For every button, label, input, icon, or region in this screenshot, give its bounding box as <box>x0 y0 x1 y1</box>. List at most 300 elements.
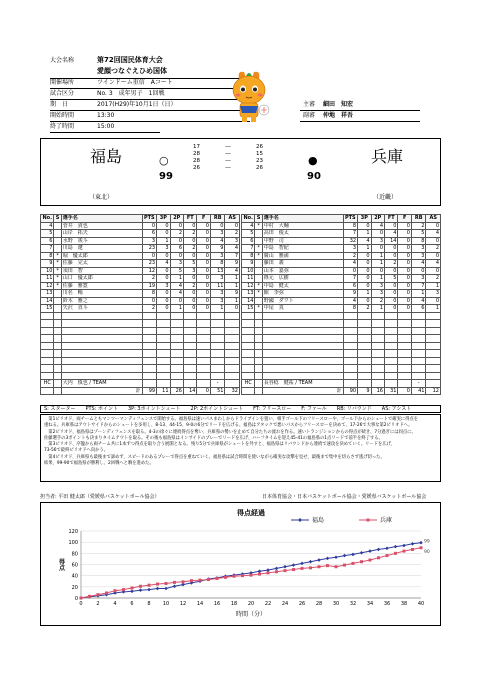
stat-cell: 山口 優太郎 <box>61 275 142 283</box>
stat-cell: 0 <box>343 267 358 275</box>
footer-author: 担当者: 平田 健太郎（愛媛県バスケットボール協会） <box>40 494 160 500</box>
stat-cell: 15 <box>242 305 255 313</box>
stat-cell: 0 <box>398 275 411 283</box>
stat-cell: 5 <box>411 230 426 238</box>
x-tick-label: 6 <box>130 601 134 607</box>
empty-row <box>242 365 441 373</box>
data-point-2 <box>301 567 304 570</box>
stat-cell: 1 <box>225 297 240 305</box>
x-tick-label: 8 <box>147 601 151 607</box>
data-point-2 <box>190 579 193 582</box>
data-point-1 <box>147 588 151 592</box>
referee-value: 細田 知宏 <box>323 101 354 108</box>
period-row-1: 17 ― 26 <box>193 144 263 150</box>
data-point-2 <box>88 595 91 598</box>
stat-cell: 堀 優太郎 <box>61 252 142 260</box>
stat-cell: 8 <box>142 290 157 298</box>
away-team-name: 兵庫 <box>371 147 404 166</box>
data-point-2 <box>377 556 380 559</box>
stat-cell: 2 <box>371 297 384 305</box>
stat-cell: 1 <box>411 290 426 298</box>
stat-cell: 0 <box>385 282 398 290</box>
stats-header-cell: RB <box>210 215 225 223</box>
stat-cell <box>54 237 61 245</box>
empty-row <box>41 320 240 328</box>
game-label: 試合区分 <box>50 90 75 97</box>
stat-cell <box>54 305 61 313</box>
stat-cell: 0 <box>157 275 170 283</box>
stat-cell: 4 <box>426 230 441 238</box>
legend-label-1: 福島 <box>312 517 325 524</box>
stat-cell: 3 <box>157 245 170 253</box>
stat-cell: 0 <box>197 290 210 298</box>
home-stats-table <box>40 214 240 395</box>
stats-legend: S: スターター PTS: ポイント 3P: 3ポイントシュート 2P: 2ポイントシュート FT: フリースロー F: ファール RB: リバウンド AS: アシスト <box>44 406 412 412</box>
y-axis-label: 得点 <box>57 558 65 571</box>
stat-cell: 0 <box>358 267 371 275</box>
stat-cell <box>255 260 262 268</box>
stat-cell: 水野 竣斗 <box>61 237 142 245</box>
empty-row <box>242 312 441 320</box>
stat-cell: 0 <box>398 282 411 290</box>
chart-svg <box>41 503 440 625</box>
stat-cell: 6 <box>170 245 183 253</box>
stat-cell: 0 <box>426 237 441 245</box>
stat-cell: 9 <box>225 290 240 298</box>
stat-cell: 0 <box>184 275 197 283</box>
stat-cell: * <box>255 222 262 230</box>
report-line: 第3ピリオド、序盤から両チーム共に1本ずつ得点を取り合う展開となる。残り5分で兵庫県がシュートを外すと、福島県はリバウンドから連続で速攻を決めていく。リードを広げ、 <box>44 442 396 448</box>
stat-cell: 0 <box>184 237 197 245</box>
stat-cell: * <box>54 252 61 260</box>
stat-cell: 12 <box>242 282 255 290</box>
x-tick-label: 24 <box>281 601 289 607</box>
stat-cell: 0 <box>170 297 183 305</box>
x-tick-label: 20 <box>247 601 255 607</box>
data-point-2 <box>216 577 219 580</box>
player-row <box>242 260 441 268</box>
stat-cell: 1 <box>358 290 371 298</box>
player-row <box>242 275 441 283</box>
stats-header-row <box>41 215 240 223</box>
stat-cell: 1 <box>426 305 441 313</box>
stat-cell: 中島 健太 <box>262 282 343 290</box>
stat-cell: 10 <box>41 267 54 275</box>
report-line: 第4ピリオド、兵庫県も最後まで諦めず、スピードのあるプレーで得点を重ねていく。福島県は試合時間を使いながら確実な攻撃を見せ、最後まで集中を切らさず逃げ切った。 <box>44 454 385 460</box>
stat-cell: 23 <box>142 260 157 268</box>
stats-header-cell: 2P <box>170 215 183 223</box>
stat-cell: 5 <box>184 260 197 268</box>
stat-cell: 0 <box>358 222 371 230</box>
empty-row <box>41 312 240 320</box>
chart-title: 得点経過 <box>237 509 265 517</box>
stat-cell: 0 <box>398 222 411 230</box>
stat-cell: 1 <box>225 282 240 290</box>
stat-cell: 15 <box>41 305 54 313</box>
data-point-2 <box>275 570 278 573</box>
stat-cell: 4 <box>41 222 54 230</box>
stat-cell: 1 <box>371 275 384 283</box>
data-point-2 <box>318 565 321 568</box>
game-report <box>40 414 441 482</box>
data-point-2 <box>182 580 185 583</box>
data-point-1 <box>419 541 423 545</box>
stat-cell: 0 <box>426 297 441 305</box>
stat-cell: 0 <box>385 245 398 253</box>
stat-cell: 0 <box>371 267 384 275</box>
stat-cell: 3 <box>142 237 157 245</box>
coach-row: HC 長谷稔 健祐 / TEAM - <box>242 380 441 388</box>
stat-cell: 0 <box>398 260 411 268</box>
stats-header-cell: 選手名 <box>262 215 343 223</box>
stat-cell: 8 <box>242 252 255 260</box>
x-tick-label: 0 <box>79 601 83 607</box>
data-point-1 <box>411 542 415 546</box>
stat-cell: 鈴木 雅之 <box>61 297 142 305</box>
stat-cell: 0 <box>385 252 398 260</box>
total-row: 計 90 9 16 31 0 41 12 <box>242 387 441 395</box>
data-point-2 <box>420 546 423 549</box>
stat-cell: 菅井 貴也 <box>61 222 142 230</box>
data-point-2 <box>139 585 142 588</box>
game-value: No. 3 成年男子 1回戦 <box>97 90 165 97</box>
data-point-1 <box>139 588 143 592</box>
data-point-2 <box>335 565 338 568</box>
stat-cell: 5 <box>41 230 54 238</box>
y-tick-label: 100 <box>68 540 78 547</box>
stat-cell: 0 <box>385 267 398 275</box>
player-row <box>41 237 240 245</box>
data-point-1 <box>394 545 398 549</box>
empty-row <box>41 327 240 335</box>
data-point-2 <box>292 568 295 571</box>
player-row <box>41 222 240 230</box>
stat-cell: 0 <box>398 305 411 313</box>
stat-cell: 4 <box>343 260 358 268</box>
data-point-2 <box>97 593 100 596</box>
stat-cell: 13 <box>210 267 225 275</box>
stats-header-cell: AS <box>225 215 240 223</box>
x-tick-label: 36 <box>383 601 391 607</box>
stat-cell: 山本 嘉弥 <box>262 267 343 275</box>
stat-cell: 1 <box>225 275 240 283</box>
stat-cell: 0 <box>184 222 197 230</box>
data-point-2 <box>326 564 329 567</box>
stat-cell: 2 <box>343 252 358 260</box>
stat-cell: 0 <box>358 260 371 268</box>
stat-cell: 2 <box>385 260 398 268</box>
data-point-1 <box>368 549 372 553</box>
player-row <box>242 297 441 305</box>
player-row <box>41 245 240 253</box>
period-row-3: 28 ― 23 <box>193 158 263 164</box>
stat-cell: 0 <box>358 282 371 290</box>
stat-cell: 4 <box>157 260 170 268</box>
x-tick-label: 2 <box>96 601 100 607</box>
start-time-label: 開始時間 <box>50 112 75 119</box>
data-point-1 <box>309 560 313 564</box>
stat-cell: 0 <box>210 222 225 230</box>
stat-cell: 4 <box>358 237 371 245</box>
stat-cell <box>255 230 262 238</box>
data-point-1 <box>360 551 364 555</box>
player-row <box>242 222 441 230</box>
period-row-4: 26 ― 26 <box>193 165 263 171</box>
stat-cell: 0 <box>358 275 371 283</box>
stat-cell: 0 <box>426 222 441 230</box>
data-point-2 <box>369 559 372 562</box>
date-value: 2017(H29)年10月1日（日） <box>97 101 177 108</box>
data-point-2 <box>156 583 159 586</box>
footer-organizers: 日本体育協会・日本バスケットボール協会・愛媛県バスケットボール協会 <box>262 494 427 500</box>
stat-cell: 5 <box>242 230 255 238</box>
empty-row <box>41 350 240 358</box>
stats-header-cell: S <box>256 215 261 222</box>
stat-cell: 8 <box>343 305 358 313</box>
stat-cell: 0 <box>398 237 411 245</box>
stat-cell: 3 <box>371 290 384 298</box>
stats-header-cell: RB <box>411 215 426 223</box>
stat-cell: 須田 智 <box>61 267 142 275</box>
player-row <box>41 230 240 238</box>
player-row <box>41 297 240 305</box>
stat-cell: 4 <box>170 290 183 298</box>
stats-header-cell: No. <box>42 215 52 222</box>
away-loss-mark: ● <box>308 154 318 167</box>
player-row <box>242 230 441 238</box>
stat-cell: 0 <box>426 267 441 275</box>
stat-cell: * <box>255 252 262 260</box>
x-tick-label: 16 <box>213 601 221 607</box>
data-point-2 <box>250 574 253 577</box>
stat-cell: 4 <box>242 222 255 230</box>
stat-cell: 0 <box>398 267 411 275</box>
stat-cell: 3 <box>210 252 225 260</box>
stat-cell: 1 <box>371 260 384 268</box>
stat-cell: * <box>54 267 61 275</box>
empty-row <box>242 372 441 380</box>
date-label: 期 日 <box>50 101 69 108</box>
legend-marker-2 <box>367 519 370 522</box>
stat-cell: 2 <box>142 305 157 313</box>
y-tick-label: 20 <box>71 584 78 591</box>
stat-cell: 0 <box>170 222 183 230</box>
umpire-value: 仲地 祥吾 <box>323 112 354 119</box>
report-line: 結果、99-90で福島県が勝利し、2回戦へと駒を進めた。 <box>44 461 154 467</box>
data-point-1 <box>292 563 296 567</box>
stat-cell <box>54 230 61 238</box>
x-tick-label: 12 <box>179 601 187 607</box>
stat-cell: 14 <box>41 297 54 305</box>
data-point-1 <box>377 548 381 552</box>
stat-cell <box>255 267 262 275</box>
stat-cell: 川島 遼 <box>61 245 142 253</box>
score-panel <box>40 138 441 206</box>
stat-cell: 2 <box>142 275 157 283</box>
away-region: （近畿） <box>373 194 398 201</box>
stat-cell: 19 <box>142 282 157 290</box>
stat-cell: 7 <box>343 230 358 238</box>
stat-cell: 1 <box>358 230 371 238</box>
stat-cell: 0 <box>184 290 197 298</box>
away-total-score: 90 <box>307 171 321 182</box>
stat-cell <box>255 275 262 283</box>
stat-cell: 2 <box>411 222 426 230</box>
x-tick-label: 14 <box>196 601 204 607</box>
stat-cell: 0 <box>385 222 398 230</box>
stat-cell: 4 <box>210 237 225 245</box>
stat-cell: 4 <box>385 230 398 238</box>
total-row: 計 99 11 26 14 0 51 32 <box>41 387 240 395</box>
stat-cell: 0 <box>157 222 170 230</box>
stat-cell: 4 <box>225 245 240 253</box>
stat-cell: 23 <box>142 245 157 253</box>
stat-cell <box>54 290 61 298</box>
stat-cell: 0 <box>184 252 197 260</box>
x-tick-label: 18 <box>230 601 238 607</box>
data-point-2 <box>343 564 346 567</box>
stat-cell: 6 <box>411 305 426 313</box>
stat-cell: 3 <box>157 282 170 290</box>
data-point-2 <box>114 589 117 592</box>
player-row <box>41 275 240 283</box>
stat-cell: 0 <box>157 230 170 238</box>
stat-cell: 0 <box>197 275 210 283</box>
player-row <box>242 267 441 275</box>
stats-header-cell: PTS <box>344 215 356 222</box>
stat-cell: 7 <box>225 252 240 260</box>
period-row-2: 28 ― 15 <box>193 151 263 157</box>
stat-cell: 0 <box>358 297 371 305</box>
stat-cell: 12 <box>142 267 157 275</box>
x-tick-label: 28 <box>315 601 323 607</box>
player-row <box>242 305 441 313</box>
mikyan-mascot-icon <box>226 66 272 124</box>
stat-cell: 4 <box>170 282 183 290</box>
stat-cell: 0 <box>184 297 197 305</box>
x-tick-label: 26 <box>298 601 306 607</box>
data-point-1 <box>266 568 270 572</box>
stat-cell: 0 <box>197 245 210 253</box>
stat-cell: 0 <box>197 252 210 260</box>
stats-header-cell: No. <box>243 215 253 222</box>
stat-cell: 11 <box>41 275 54 283</box>
stat-cell: 3 <box>343 245 358 253</box>
start-time-value: 13:30 <box>97 112 115 119</box>
report-line: 73-56で最終ピリオドへ向かう。 <box>44 448 109 454</box>
data-point-1 <box>326 557 330 561</box>
data-point-2 <box>386 554 389 557</box>
data-point-1 <box>385 547 389 551</box>
stat-cell: 4 <box>343 297 358 305</box>
tournament-name-line1: 第72回国民体育大会 <box>97 56 163 64</box>
stat-cell: 0 <box>197 237 210 245</box>
stat-cell: 9 <box>343 290 358 298</box>
data-point-2 <box>411 548 414 551</box>
empty-row <box>41 342 240 350</box>
x-tick-label: 30 <box>332 601 340 607</box>
umpire-label: 副審 <box>303 112 316 119</box>
data-point-2 <box>131 586 134 589</box>
stat-cell: 1 <box>210 305 225 313</box>
stat-cell: 0 <box>411 267 426 275</box>
data-point-1 <box>156 587 160 591</box>
stats-header-cell: 3P <box>157 215 170 223</box>
report-line: 重ねる。兵庫県はアウトサイドからのシュートを多用し、8-13、44-15、9-0の6分でリードを広げる。福島はアタックで悪いパスからフリースローを決めて、17-26で大事な第2ピリオドへ。 <box>44 423 413 429</box>
stat-cell: 0 <box>157 252 170 260</box>
data-point-1 <box>130 590 134 594</box>
empty-row <box>242 342 441 350</box>
stat-cell: * <box>255 305 262 313</box>
empty-row <box>41 335 240 343</box>
stat-cell: 0 <box>170 237 183 245</box>
stat-cell: 1 <box>157 237 170 245</box>
stat-cell: 0 <box>157 297 170 305</box>
stat-cell: 1 <box>358 245 371 253</box>
data-point-2 <box>173 581 176 584</box>
stat-cell: 3 <box>411 275 426 283</box>
stat-cell: 0 <box>197 297 210 305</box>
stat-cell: 0 <box>358 252 371 260</box>
stat-cell: 0 <box>385 297 398 305</box>
stat-cell: 1 <box>426 282 441 290</box>
data-point-1 <box>275 567 279 571</box>
stat-cell: 3 <box>225 237 240 245</box>
data-point-1 <box>164 587 168 591</box>
stat-cell: 0 <box>385 290 398 298</box>
data-point-1 <box>283 565 287 569</box>
stat-cell: 中尾 真 <box>262 305 343 313</box>
x-tick-label: 22 <box>264 601 272 607</box>
data-point-2 <box>207 578 210 581</box>
stat-cell: 3 <box>371 237 384 245</box>
y-tick-label: 60 <box>71 562 78 569</box>
home-total-score: 99 <box>159 171 173 182</box>
empty-row <box>242 350 441 358</box>
player-row <box>242 252 441 260</box>
stat-cell: 5 <box>385 275 398 283</box>
y-tick-label: 40 <box>71 573 78 580</box>
referee-label: 主審 <box>303 101 316 108</box>
legend-label-2: 兵庫 <box>380 517 393 524</box>
stat-cell: 4 <box>411 297 426 305</box>
player-row <box>41 305 240 313</box>
stat-cell: 1 <box>170 305 183 313</box>
stat-cell: 0 <box>157 290 170 298</box>
stat-cell: 0 <box>371 230 384 238</box>
stat-cell: 0 <box>197 260 210 268</box>
data-point-1 <box>402 544 406 548</box>
data-point-1 <box>317 558 321 562</box>
y-tick-label: 0 <box>74 596 78 602</box>
player-row <box>41 290 240 298</box>
stat-cell: 0 <box>426 252 441 260</box>
stat-cell: 2 <box>358 305 371 313</box>
stat-cell: 7 <box>411 282 426 290</box>
away-stats-table <box>241 214 441 395</box>
stat-cell: 0 <box>371 245 384 253</box>
series-end-label: 99 <box>424 539 430 545</box>
report-line: 第2ピリオド、福島県はゾーンディフェンスを取る。4-3の徐々に連続得点を奪い、兵庫県の勢いを止めて自分たちの流れを作る。速いトランジションからの得点が続き、7分過ぎには同点に。 <box>44 429 416 435</box>
stat-cell: 6 <box>343 282 358 290</box>
stat-cell: * <box>54 275 61 283</box>
stats-header-cell: 選手名 <box>61 215 142 223</box>
stat-cell: 廣山 雅満 <box>262 252 343 260</box>
player-row <box>41 267 240 275</box>
data-point-1 <box>173 584 177 588</box>
data-point-1 <box>343 554 347 558</box>
stat-cell: 0 <box>398 290 411 298</box>
